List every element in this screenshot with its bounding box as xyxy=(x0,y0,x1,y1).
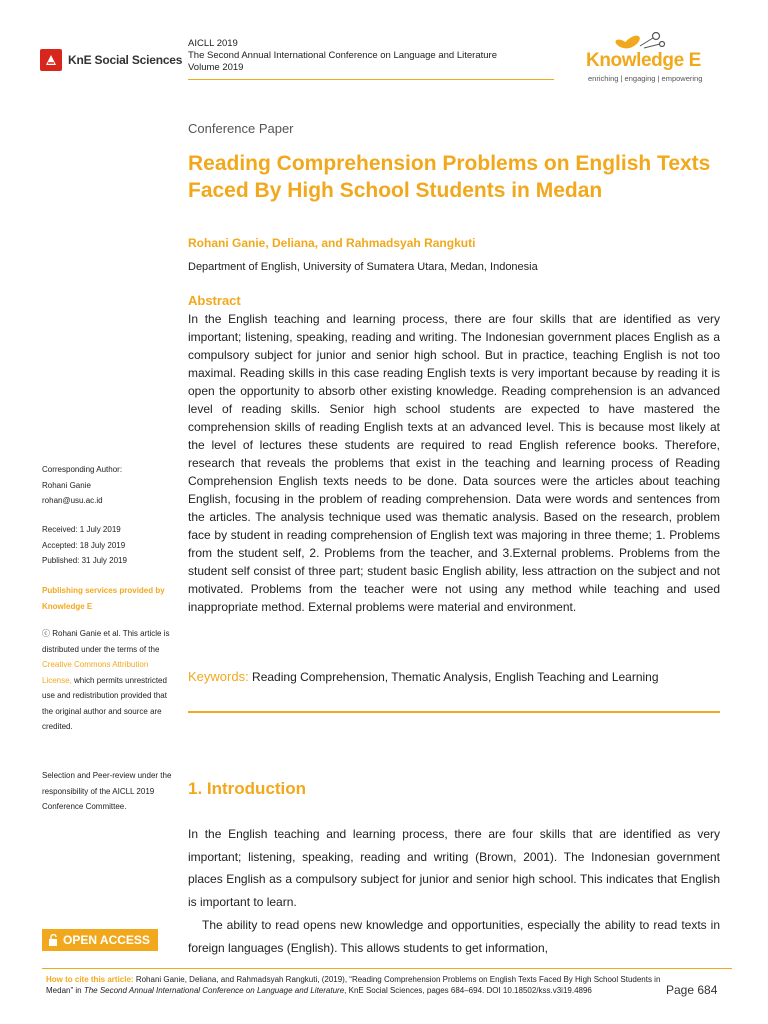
accepted-date: Accepted: 18 July 2019 xyxy=(42,540,126,550)
open-access-badge xyxy=(42,929,158,951)
open-lock-icon xyxy=(48,934,58,946)
cite-label: How to cite this article: xyxy=(46,975,134,984)
license-suffix: which permits unrestricted use and redistribution provided that the original author and source are credited. xyxy=(42,675,167,731)
abstract-text: In the English teaching and learning process, there are four skills that are identified as very important; listening, speaking, reading and writing. The Indonesian government places English as a compulsory subject for junior and senior high school. But in practice, teaching English is not too maximal. Reading skills in this case reading English texts is very important because by reading it is open the opportunity to absorb other existing knowledge. Reading comprehension is an advanced level of reading skills. Senior high school students are expected to have mastered the comprehension skills of reading English texts at an advanced level. This is because most likely at the level of lectures these students are required to read English reference books. Therefore, research that reveals the problems that exist in the teaching and learning process of Reading Comprehension English texts needs to be done. Data sources were the articles about teaching English, focusing in the problem of reading comprehension. Data were words and sentences from the articles. The analysis technique used was thematic analysis. Based on the research, problem face by student in reading comprehension of English text was majoring in three theme; 1. Problems from the student self, 2. Problems from the teacher, and 3.External problems. Problems from the student self consist of three part; student basic English ability, less attraction on the subject and not motivated. Problems from the teacher were not using any method while teaching and used inappropriate method. External problems were material and environment. xyxy=(188,312,720,614)
license-prefix: Rohani Ganie et al. This article is distributed under the terms of the xyxy=(42,629,170,654)
copyright-icon: ⓒ xyxy=(42,629,53,638)
dates-block xyxy=(42,522,174,569)
published-date: Published: 31 July 2019 xyxy=(42,556,127,565)
conference-full: The Second Annual International Conference on Language and Literature xyxy=(188,50,497,61)
corresponding-author-block xyxy=(42,462,174,509)
paper-title: Reading Comprehension Problems on English Texts Faced By High School Students in Medan xyxy=(188,152,711,202)
intro-paragraph-1: In the English teaching and learning process, there are four skills that are identified as very important; listening, speaking, reading and writing (Brown, 2001). The Indonesian government places English as a compulsory subject for junior and senior high school. This indicates that English is important to learn. xyxy=(188,827,720,909)
section-heading-introduction: 1. Introduction xyxy=(188,779,307,798)
authors: Rohani Ganie, Deliana, and Rahmadsyah Rangkuti xyxy=(188,236,476,250)
cite-rest: , KnE Social Sciences, pages 684–694. DOI 10.18502/kss.v3i19.4896 xyxy=(344,986,592,995)
keywords-label: Keywords: xyxy=(188,669,249,684)
conference-info xyxy=(188,38,497,74)
kne-name: KnE Social Sciences xyxy=(68,53,183,67)
peer-review-note: Selection and Peer-review under the responsibility of the AICLL 2019 Conference Committee. xyxy=(42,771,172,811)
keywords-list: Reading Comprehension, Thematic Analysis, English Teaching and Learning xyxy=(252,670,659,684)
license-block xyxy=(42,626,174,735)
license-link[interactable]: Creative Commons Attribution License, xyxy=(42,660,149,685)
keywords xyxy=(188,668,720,686)
received-date: Received: 1 July 2019 xyxy=(42,525,121,534)
knowledge-e-name: Knowledge E xyxy=(586,50,701,71)
kne-logo xyxy=(40,46,185,74)
intro-paragraph-2: The ability to read opens new knowledge and opportunities, especially the ability to read texts in foreign languages (English). This allows students to get information, xyxy=(188,918,720,955)
affiliation: Department of English, University of Sumatera Utara, Medan, Indonesia xyxy=(188,261,538,273)
abstract-heading: Abstract xyxy=(188,293,241,308)
volume: Volume 2019 xyxy=(188,62,244,73)
cite-text: Rohani Ganie, Deliana, and Rahmadsyah Rangkuti, (2019), “Reading Comprehension Problems on English Texts Faced By High School Students in Medan” in xyxy=(46,975,661,995)
article-type: Conference Paper xyxy=(188,121,294,136)
cite-conference: The Second Annual International Conference on Language and Literature xyxy=(83,986,345,995)
conference-short: AICLL 2019 xyxy=(188,38,238,49)
header-divider xyxy=(188,79,554,80)
corresponding-label: Corresponding Author: xyxy=(42,465,123,474)
page-number: Page 684 xyxy=(666,983,718,997)
corresponding-name: Rohani Ganie xyxy=(42,480,91,490)
publishing-services: Publishing services provided by Knowledge E xyxy=(42,586,165,611)
footer-divider xyxy=(42,968,732,969)
citation xyxy=(46,974,662,996)
open-access-label: OPEN ACCESS xyxy=(63,933,150,947)
keywords-divider xyxy=(188,711,720,713)
kne-mark-icon xyxy=(40,49,62,71)
knowledge-e-tagline: enriching | engaging | empowering xyxy=(588,74,703,83)
corresponding-email[interactable]: rohan@usu.ac.id xyxy=(42,496,103,505)
